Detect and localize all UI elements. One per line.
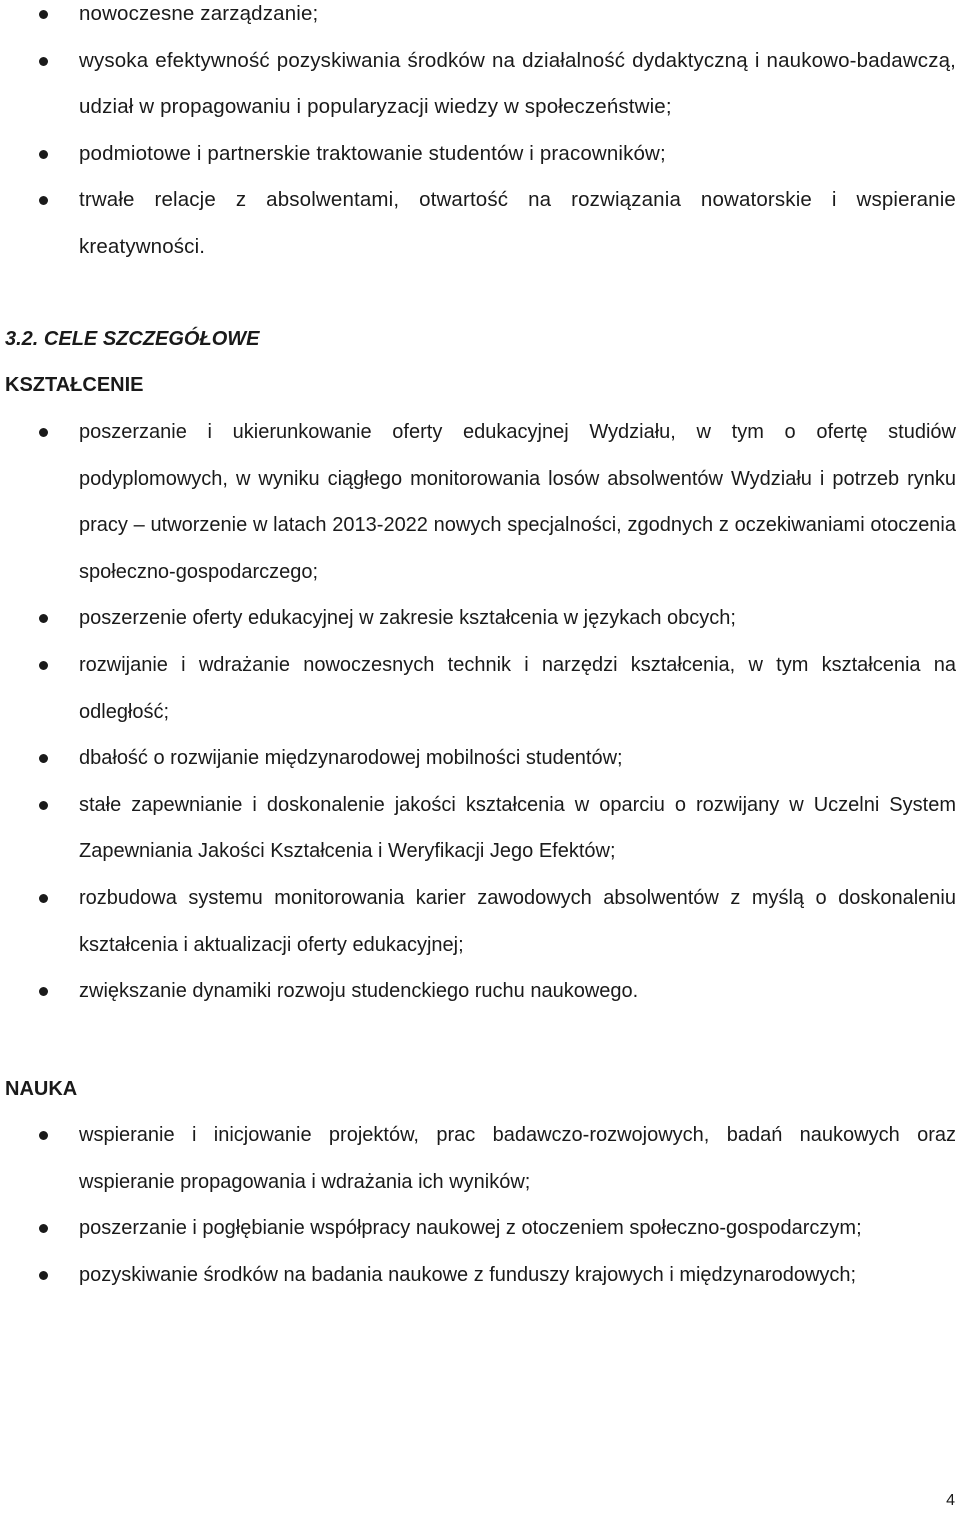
list-item-text: pozyskiwanie środków na badania naukowe z funduszy krajowych i międzynarodowych; [79,1263,857,1286]
page-number: 4 [946,1492,955,1509]
bullet-icon [39,150,48,159]
bullet-icon [39,987,48,996]
list-item [0,409,960,595]
list-item-text: dbałość o rozwijanie międzynarodowej mobilności studentów; [79,747,623,770]
list-item-text: stałe zapewnianie i doskonalenie jakości kształcenia w oparciu o rozwijany w Uczelni System Zapewniania Jakości Kształcenia i Weryfikacji Jego Efektów; [79,793,956,863]
list-item [0,595,960,642]
list-item [0,131,960,178]
list-item [0,782,960,875]
list-item [0,0,960,38]
nauka-heading: NAUKA [5,1078,78,1100]
bullet-icon [39,428,48,437]
list-item-text: wysoka efektywność pozyskiwania środków na działalność dydaktyczną i naukowo-badawczą, udział w propagowaniu i popularyzacji wiedzy w społeczeństwie; [79,48,956,118]
list-item [0,1205,960,1252]
bullet-icon [39,894,48,903]
bullet-icon [39,10,48,19]
bullet-icon [39,1271,48,1280]
list-item [0,38,960,131]
list-item-text: poszerzanie i ukierunkowanie oferty edukacyjnej Wydziału, w tym o ofertę studiów podyplomowych, w wyniku ciągłego monitorowania losów absolwentów Wydziału i potrzeb rynku pracy – utworzenie w latach 2013-2022 nowych specjalności, zgodnych z oczekiwaniami otoczenia społeczno-gospodarczego; [79,421,956,583]
list-item-text: poszerzenie oferty edukacyjnej w zakresie kształcenia w językach obcych; [79,607,736,630]
list-item-text: rozbudowa systemu monitorowania karier zawodowych absolwentów z myślą o doskonaleniu kształcenia i aktualizacji oferty edukacyjnej; [79,886,956,956]
list-item [0,642,960,735]
bullet-icon [39,57,48,66]
list-item [0,735,960,782]
list-item-text: nowoczesne zarządzanie; [79,2,319,25]
list-item-text: rozwijanie i wdrażanie nowoczesnych technik i narzędzi kształcenia, w tym kształcenia na odległość; [79,653,956,723]
bullet-icon [39,801,48,810]
list-item-text: zwiększanie dynamiki rozwoju studenckiego ruchu naukowego. [79,980,639,1003]
nauka-list [0,1112,960,1298]
bullet-icon [39,661,48,670]
list-item [0,1252,960,1299]
ksztalcenie-list [0,409,960,1015]
list-item [0,875,960,968]
bullet-icon [39,196,48,205]
list-item [0,968,960,1015]
bullet-icon [39,754,48,763]
list-item-text: trwałe relacje z absolwentami, otwartość na rozwiązania nowatorskie i wspieranie kreatywności. [79,188,956,258]
list-item-text: poszerzanie i pogłębianie współpracy naukowej z otoczeniem społeczno-gospodarczym; [79,1217,862,1240]
list-item-text: podmiotowe i partnerskie traktowanie studentów i pracowników; [79,141,666,165]
ksztalcenie-heading: KSZTAŁCENIE [5,374,144,396]
bullet-icon [39,1131,48,1140]
intro-list [0,0,960,270]
list-item [0,1112,960,1205]
list-item [0,177,960,270]
list-item-text: wspieranie i inicjowanie projektów, prac badawczo-rozwojowych, badań naukowych oraz wspieranie propagowania i wdrażania ich wyników; [79,1124,956,1193]
bullet-icon [39,614,48,623]
section-heading: 3.2. CELE SZCZEGÓŁOWE [5,328,260,350]
bullet-icon [39,1224,48,1233]
